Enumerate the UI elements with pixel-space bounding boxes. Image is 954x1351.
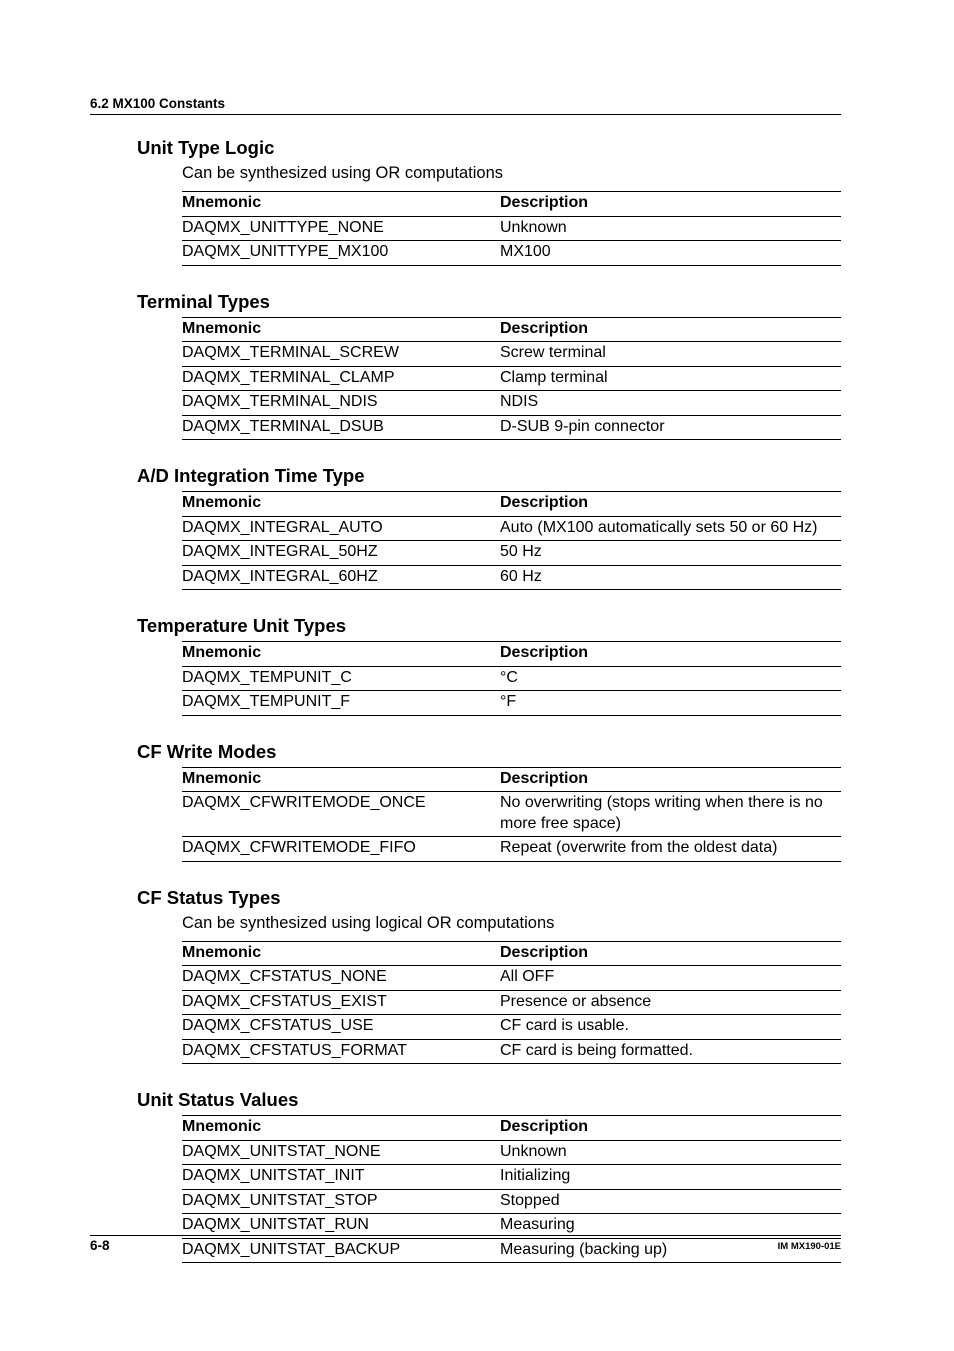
table-row [182,1140,841,1165]
description-cell: 60 Hz [500,565,841,590]
section-title: Unit Type Logic [137,137,275,158]
description-cell: Repeat (overwrite from the oldest data) [500,837,841,862]
constants-table [182,641,841,716]
header-description: Description [500,192,841,217]
constants-section [137,613,841,716]
table-row [182,366,841,391]
constants-section [137,289,841,441]
table-row [182,666,841,691]
document-body [137,135,841,1286]
description-cell: MX100 [500,241,841,266]
header-description: Description [500,317,841,342]
table-row [182,565,841,590]
section-note: Can be synthesized using logical OR computations [182,913,555,932]
table-row [182,1165,841,1190]
mnemonic-cell: DAQMX_CFWRITEMODE_FIFO [182,837,500,862]
description-cell: No overwriting (stops writing when there is no more free space) [500,792,841,837]
footer-rule [90,1235,841,1236]
description-cell: Measuring (backing up) [500,1238,841,1263]
constants-table [182,941,841,1065]
table-row [182,1238,841,1263]
section-title: CF Status Types [137,886,281,908]
table-row [182,391,841,416]
mnemonic-cell: DAQMX_TEMPUNIT_F [182,691,500,716]
table-row [182,415,841,440]
header-description: Description [500,941,841,966]
table-row [182,990,841,1015]
constants-table [182,191,841,266]
mnemonic-cell: DAQMX_UNITSTAT_STOP [182,1189,500,1214]
mnemonic-cell: DAQMX_UNITSTAT_BACKUP [182,1238,500,1263]
description-cell: Stopped [500,1189,841,1214]
constants-section [137,135,841,266]
mnemonic-cell: DAQMX_TERMINAL_SCREW [182,342,500,367]
description-cell: Screw terminal [500,342,841,367]
mnemonic-cell: DAQMX_INTEGRAL_60HZ [182,565,500,590]
description-cell: 50 Hz [500,541,841,566]
description-cell: NDIS [500,391,841,416]
header-mnemonic: Mnemonic [182,941,500,966]
table-header-row [182,941,841,966]
constants-table [182,767,841,862]
table-row [182,1015,841,1040]
section-note: Can be synthesized using OR computations [182,164,504,182]
mnemonic-cell: DAQMX_INTEGRAL_50HZ [182,541,500,566]
header-description: Description [500,1116,841,1141]
mnemonic-cell: DAQMX_TERMINAL_DSUB [182,415,500,440]
mnemonic-cell: DAQMX_TEMPUNIT_C [182,666,500,691]
description-cell: CF card is usable. [500,1015,841,1040]
table-row [182,516,841,541]
mnemonic-cell: DAQMX_CFSTATUS_EXIST [182,990,500,1015]
mnemonic-cell: DAQMX_UNITSTAT_NONE [182,1140,500,1165]
table-header-row [182,767,841,792]
constants-table [182,491,841,590]
header-description: Description [500,767,841,792]
table-header-row [182,642,841,667]
table-row [182,1189,841,1214]
header-mnemonic: Mnemonic [182,642,500,667]
page-number: 6-8 [90,1238,110,1253]
section-title: Temperature Unit Types [137,615,347,636]
description-cell: All OFF [500,966,841,991]
header-mnemonic: Mnemonic [182,1116,500,1141]
constants-section [137,739,841,862]
description-cell: Auto (MX100 automatically sets 50 or 60 Hz) [500,516,841,541]
constants-table [182,1115,841,1263]
mnemonic-cell: DAQMX_UNITSTAT_INIT [182,1165,500,1190]
section-title: Terminal Types [137,290,270,312]
table-row [182,216,841,241]
description-cell: Unknown [500,1140,841,1165]
mnemonic-cell: DAQMX_UNITTYPE_MX100 [182,241,500,266]
constants-section [137,1087,841,1263]
table-row [182,792,841,837]
section-title: Unit Status Values [137,1089,299,1110]
table-row [182,1039,841,1064]
mnemonic-cell: DAQMX_TERMINAL_NDIS [182,391,500,416]
header-description: Description [500,492,841,517]
mnemonic-cell: DAQMX_INTEGRAL_AUTO [182,516,500,541]
description-cell: Unknown [500,216,841,241]
table-row [182,691,841,716]
constants-section [137,885,841,1065]
mnemonic-cell: DAQMX_UNITSTAT_RUN [182,1214,500,1239]
mnemonic-cell: DAQMX_CFSTATUS_FORMAT [182,1039,500,1064]
table-row [182,966,841,991]
mnemonic-cell: DAQMX_CFSTATUS_NONE [182,966,500,991]
table-row [182,241,841,266]
section-title: A/D Integration Time Type [137,465,365,486]
document-id: IM MX190-01E [777,1241,841,1252]
header-mnemonic: Mnemonic [182,317,500,342]
running-head: 6.2 MX100 Constants [90,96,841,115]
header-mnemonic: Mnemonic [182,192,500,217]
description-cell: °F [500,691,841,716]
table-header-row [182,192,841,217]
section-title: CF Write Modes [137,740,277,762]
mnemonic-cell: DAQMX_UNITTYPE_NONE [182,216,500,241]
table-row [182,342,841,367]
header-mnemonic: Mnemonic [182,492,500,517]
header-mnemonic: Mnemonic [182,767,500,792]
description-cell: Initializing [500,1165,841,1190]
description-cell: Clamp terminal [500,366,841,391]
mnemonic-cell: DAQMX_TERMINAL_CLAMP [182,366,500,391]
description-cell: °C [500,666,841,691]
mnemonic-cell: DAQMX_CFSTATUS_USE [182,1015,500,1040]
table-row [182,837,841,862]
constants-section [137,463,841,590]
table-header-row [182,1116,841,1141]
mnemonic-cell: DAQMX_CFWRITEMODE_ONCE [182,792,500,837]
header-description: Description [500,642,841,667]
description-cell: D-SUB 9-pin connector [500,415,841,440]
table-row [182,541,841,566]
table-header-row [182,492,841,517]
table-header-row [182,317,841,342]
description-cell: Measuring [500,1214,841,1239]
constants-table [182,317,841,441]
description-cell: CF card is being formatted. [500,1039,841,1064]
description-cell: Presence or absence [500,990,841,1015]
